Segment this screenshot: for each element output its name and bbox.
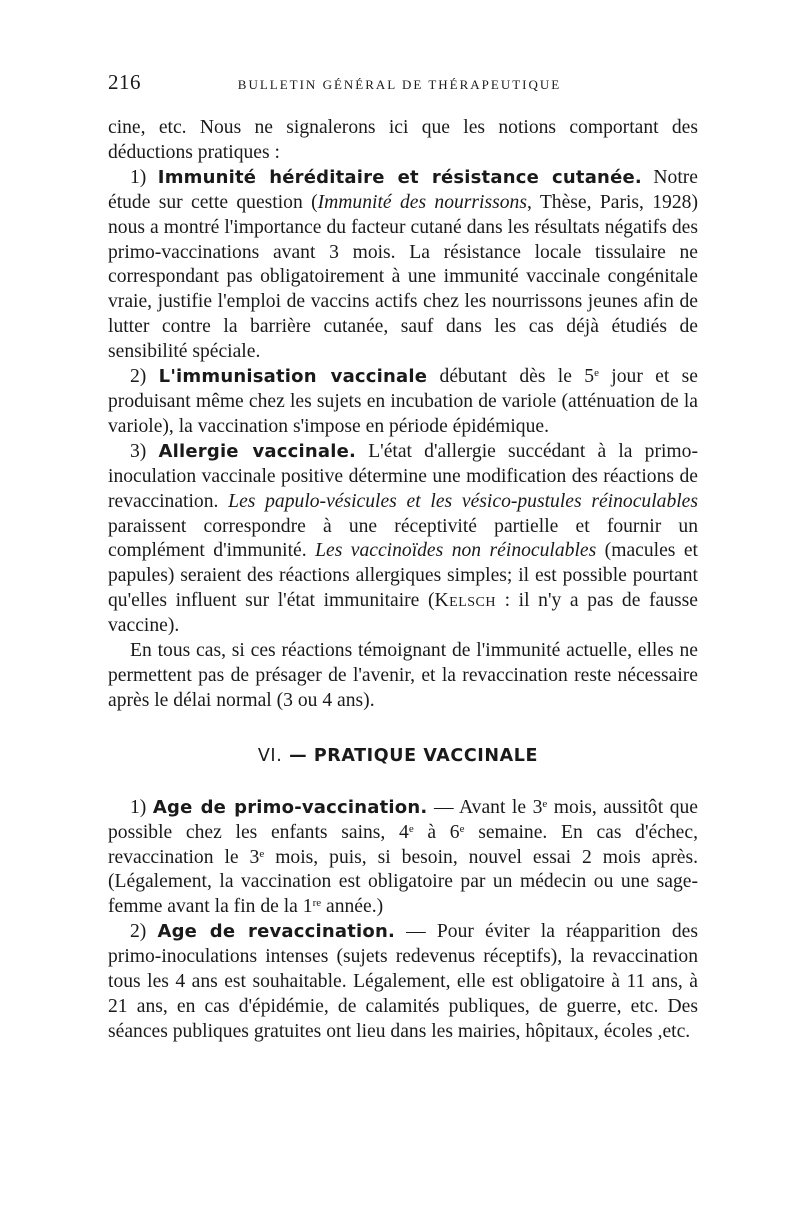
- paragraph-immunisation-vaccinale: [108, 365, 698, 440]
- item-number: 1): [130, 796, 147, 818]
- section-title: — PRATIQUE VACCINALE: [289, 745, 539, 766]
- paragraph-text: , Thèse, Paris, 1928) nous a montré l'importance du facteur cutané dans les résultats négatifs des primo-vaccinations avant 3 mois. La résistance locale tissulaire ne correspondant pas obligatoirement à une immunité vaccinale congénitale vraie, justifie l'emploi de vaccins actifs chez les nourrissons jeunes afin de lutter contre la barrière cutanée, sauf dans les cas déjà étudiés de sensibilité spéciale.: [108, 191, 698, 363]
- item-number: 1): [130, 166, 147, 188]
- paragraph-text: : il n'y a pas de fausse vaccine).: [108, 590, 698, 637]
- intro-paragraph: cine, etc. Nous ne signalerons ici que les notions comportant des déductions pratiques :: [108, 117, 698, 163]
- page-number: 216: [108, 70, 141, 94]
- superscript: re: [312, 897, 322, 910]
- practice-text: [108, 796, 698, 1045]
- superscript: e: [408, 822, 414, 835]
- italic-phrase: Les vaccinoïdes non réinoculables: [315, 540, 597, 562]
- paragraph-text: paraissent correspondre à une réceptivité partielle et fournir un complément d'immunité.: [108, 515, 698, 562]
- paragraph-text: à 6: [413, 821, 460, 843]
- paragraph-text: année.): [321, 896, 384, 918]
- superscript: e: [594, 367, 599, 380]
- paragraph-allergie-vaccinale: [108, 440, 698, 639]
- document-page: [108, 70, 698, 1045]
- paragraph-age-revaccination: [108, 920, 698, 1045]
- paragraph-text: débutant dès le 5: [427, 366, 595, 388]
- section-number: VI.: [257, 745, 283, 766]
- paragraph-text: L'état d'allergie succédant à la primo-inoculation vaccinale positive détermine une modification des réactions de revaccination.: [108, 440, 698, 512]
- italic-phrase: Les papulo-vésicules et les vésico-pustules réinoculables: [228, 490, 699, 512]
- paragraph-text: semaine. En cas d'échec, revaccination le 3: [108, 821, 698, 868]
- paragraph-text: Notre étude sur cette question (: [108, 166, 699, 213]
- paragraph-text: — Pour éviter la réapparition des primo-inoculations intenses (sujets redevenus réceptifs), la revaccination tous les 4 ans est souhaitable. Légalement, elle est obligatoire à 11 ans, à 21 ans, en cas d'épidémie, de calamités publiques, de guerre, etc. Des séances publiques gratuites ont lieu dans les mairies, hôpitaux, écoles ,etc.: [108, 921, 698, 1042]
- paragraph-text: mois, puis, si besoin, nouvel essai 2 mois après. (Légalement, la vaccination est obligatoire par un médecin ou une sage-femme avant la fin de la 1: [108, 846, 698, 918]
- superscript: e: [542, 797, 548, 810]
- item-number: 2): [130, 366, 147, 388]
- term-age-primo-vaccination: Age de primo-vaccination.: [152, 796, 428, 818]
- term-immunisation-vaccinale: L'immunisation vaccinale: [158, 366, 428, 388]
- thesis-title: Immunité des nourrissons: [317, 191, 527, 213]
- superscript: e: [259, 847, 265, 860]
- section-heading: [108, 746, 698, 766]
- paragraph-age-primo-vaccination: [108, 796, 698, 921]
- paragraph-text: jour et se produisant même chez les sujets en incubation de variole (atténuation de la variole), la vaccination s'impose en période épidémique.: [108, 366, 698, 437]
- author-name: Kelsch: [434, 590, 497, 612]
- running-head: BULLETIN GÉNÉRAL DE THÉRAPEUTIQUE: [237, 77, 562, 92]
- term-allergie-vaccinale: Allergie vaccinale.: [158, 440, 357, 462]
- item-number: 2): [130, 921, 147, 943]
- paragraph-text: mois, aussitôt que possible chez les enfants sains, 4: [108, 796, 698, 843]
- paragraph-en-tous-cas: En tous cas, si ces réactions témoignant de l'immunité actuelle, elles ne permettent pas de présager de l'avenir, et la revaccination reste nécessaire après le délai normal (3 ou 4 ans).: [108, 640, 698, 711]
- body-text: [108, 116, 698, 714]
- item-number: 3): [130, 440, 147, 462]
- paragraph-text: — Avant le 3: [427, 796, 543, 818]
- term-age-revaccination: Age de revaccination.: [157, 921, 396, 943]
- paragraph-immunite-hereditaire: [108, 166, 698, 365]
- superscript: e: [459, 822, 465, 835]
- term-immunite-hereditaire: Immunité héréditaire et résistance cutanée.: [157, 166, 642, 188]
- page-header: [108, 70, 698, 104]
- paragraph-text: (macules et papules) seraient des réactions allergiques simples; il est possible pourtant qu'elles influent sur l'état immunitaire (: [108, 540, 698, 612]
